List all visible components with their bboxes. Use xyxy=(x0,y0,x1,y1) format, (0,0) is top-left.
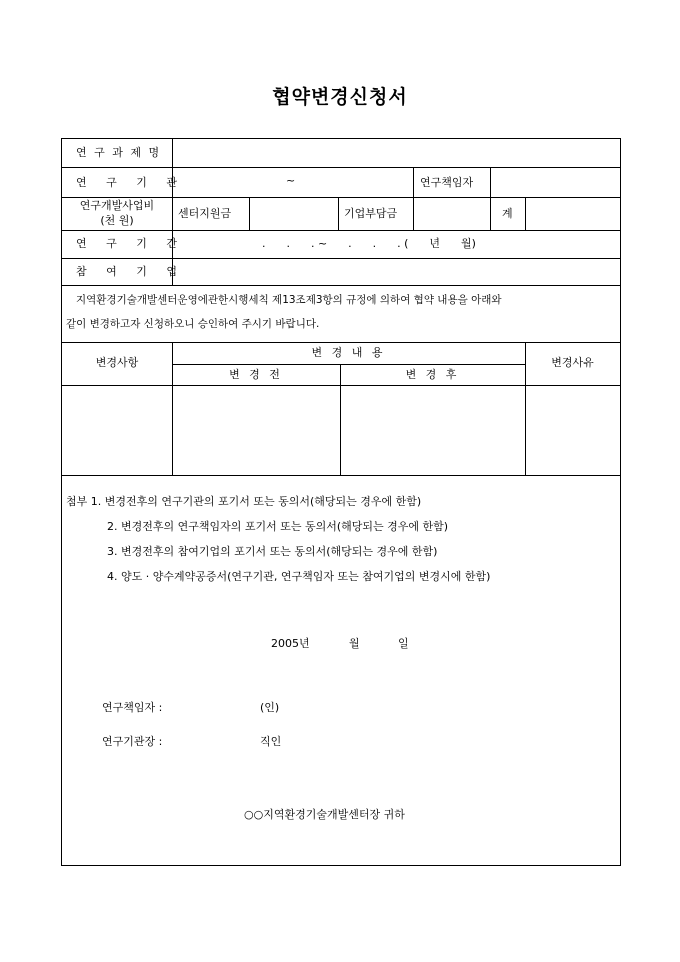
pi-label: 연구책임자 xyxy=(420,176,474,189)
row-divider xyxy=(62,475,620,476)
attachment-item: 첨부 1. 변경전후의 연구기관의 포기서 또는 동의서(해당되는 경우에 한함) xyxy=(66,495,422,508)
institution-value: ~ xyxy=(286,174,296,187)
period-value: . . . ~ . . . ( 년 월) xyxy=(262,237,476,250)
attachment-item: 4. 양도 · 양수계약공증서(연구기관, 연구책임자 또는 참여기업의 변경시에 한함) xyxy=(107,570,491,583)
period-label: 연 구 기 간 xyxy=(76,237,185,250)
reason-header: 변경사유 xyxy=(551,356,594,369)
col-divider xyxy=(172,342,173,475)
col-divider xyxy=(172,139,173,285)
row-divider xyxy=(62,285,620,286)
participant-label: 참 여 기 업 xyxy=(76,265,185,278)
date-month: 월 xyxy=(349,637,360,650)
application-form xyxy=(61,138,621,866)
attachment-item: 3. 변경전후의 참여기업의 포기서 또는 동의서(해당되는 경우에 한함) xyxy=(107,545,438,558)
pi-seal: (인) xyxy=(260,701,280,714)
head-seal: 직인 xyxy=(260,735,282,748)
statement-line-1: 지역환경기술개발센터운영에관한시행세칙 제13조제3항의 규정에 의하여 협약 내용을 아래와 xyxy=(76,294,502,306)
institution-label: 연 구 기 관 xyxy=(76,176,185,189)
date-year: 2005년 xyxy=(271,637,310,650)
col-divider xyxy=(413,167,414,197)
row-divider xyxy=(172,364,525,365)
project-name-label: 연 구 과 제 명 xyxy=(76,146,162,159)
col-divider xyxy=(338,197,339,230)
budget-label: 연구개발사업비 xyxy=(79,199,155,212)
row-divider xyxy=(62,167,620,168)
change-item-header: 변경사항 xyxy=(95,356,139,369)
col-divider xyxy=(490,167,491,197)
row-divider xyxy=(62,230,620,231)
pi-signature-label: 연구책임자 : xyxy=(102,701,163,714)
row-divider xyxy=(62,342,620,343)
total-label: 계 xyxy=(502,207,513,220)
after-header: 변 경 후 xyxy=(405,368,460,381)
page-title: 협약변경신청서 xyxy=(272,86,408,108)
budget-unit-label: (천 원) xyxy=(100,214,134,227)
row-divider xyxy=(62,197,620,198)
addressee: ○○지역환경기술개발센터장 귀하 xyxy=(244,808,405,821)
center-support-label: 센터지원금 xyxy=(178,207,232,220)
date-day: 일 xyxy=(398,637,409,650)
col-divider xyxy=(525,197,526,230)
col-divider xyxy=(413,197,414,230)
head-signature-label: 연구기관장 : xyxy=(102,735,163,748)
before-header: 변 경 전 xyxy=(229,368,283,381)
attachment-item: 2. 변경전후의 연구책임자의 포기서 또는 동의서(해당되는 경우에 한함) xyxy=(107,520,449,533)
col-divider xyxy=(490,197,491,230)
row-divider xyxy=(62,385,620,386)
statement-line-2: 같이 변경하고자 신청하오니 승인하여 주시기 바랍니다. xyxy=(66,318,320,330)
col-divider xyxy=(340,364,341,475)
row-divider xyxy=(62,258,620,259)
col-divider xyxy=(249,197,250,230)
company-share-label: 기업부담금 xyxy=(344,207,398,220)
change-content-header: 변 경 내 용 xyxy=(311,346,386,359)
